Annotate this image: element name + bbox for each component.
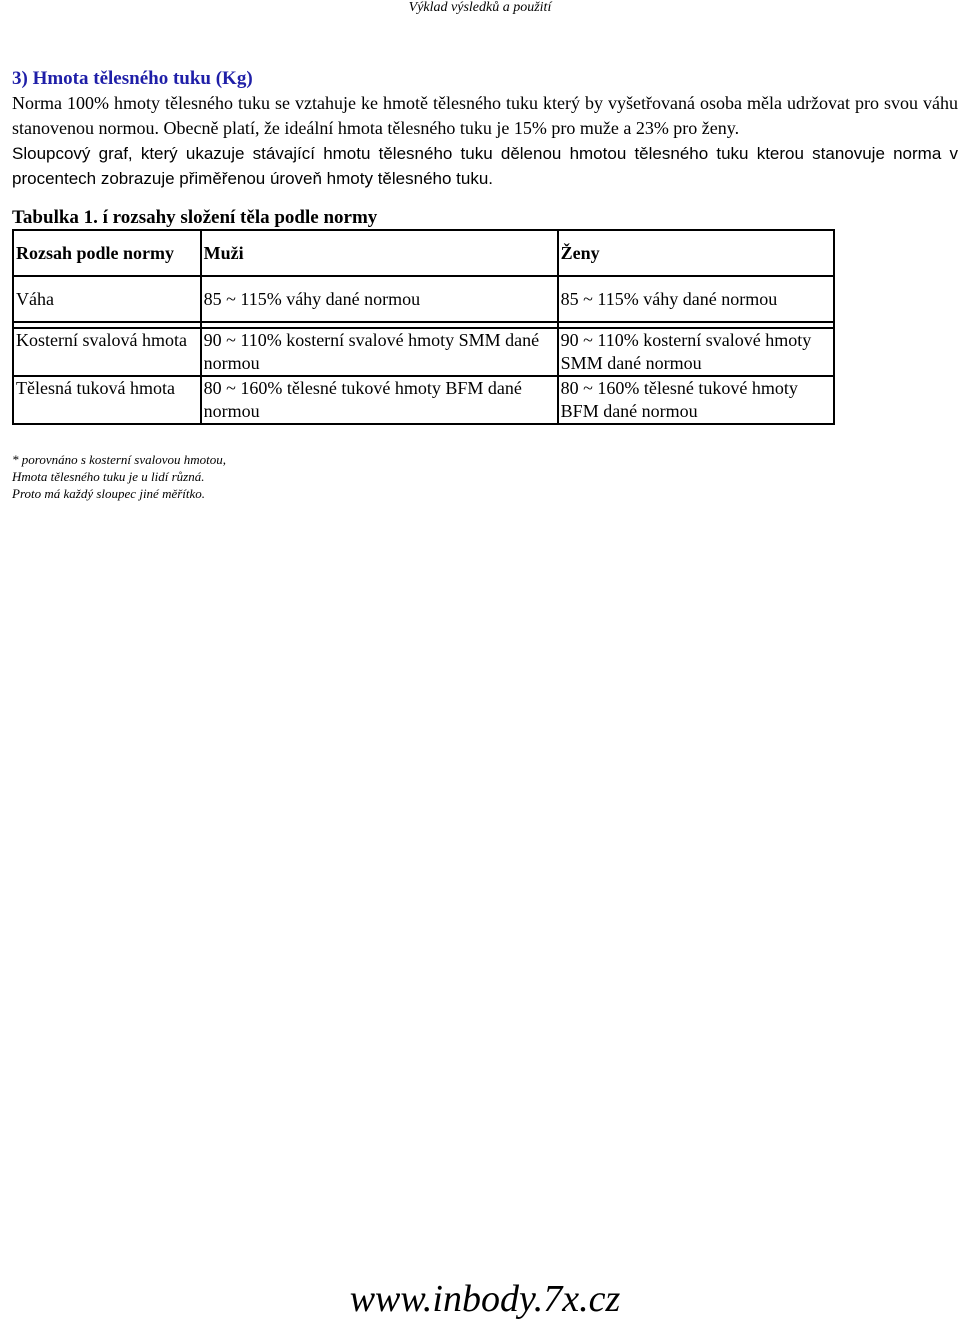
row-label: Tělesná tuková hmota: [13, 376, 201, 424]
table-header-row: [13, 230, 834, 276]
footnote: Hmota tělesného tuku je u lidí různá.: [12, 469, 205, 484]
table-caption: Tabulka 1. í rozsahy složení těla podle normy: [12, 207, 378, 228]
document-body: [12, 66, 958, 502]
row-women-value: 85 ~ 115% váhy dané normou: [558, 276, 834, 322]
footnotes: [12, 451, 958, 502]
running-header: Výklad výsledků a použití: [408, 0, 552, 15]
row-men-value: 85 ~ 115% váhy dané normou: [201, 276, 558, 322]
row-men-value: 90 ~ 110% kosterní svalové hmoty SMM dané normou: [201, 328, 558, 376]
footnote: Proto má každý sloupec jiné měřítko.: [12, 486, 206, 501]
table-row: [13, 276, 834, 322]
row-women-value: 90 ~ 110% kosterní svalové hmoty SMM dané normou: [558, 328, 834, 376]
table-row: [13, 376, 834, 424]
header-range: Rozsah podle normy: [13, 230, 201, 276]
norm-ranges-table: [12, 229, 835, 425]
section-title: 3) Hmota tělesného tuku (Kg): [12, 68, 253, 89]
table-row: [13, 328, 834, 376]
row-label: Váha: [13, 276, 201, 322]
norm-description-paragraph: Norma 100% hmoty tělesného tuku se vztahuje ke hmotě tělesného tuku který by vyšetřovaná osoba měla udržovat pro svou váhu stanovenou normou. Obecně platí, že ideální hmota tělesného tuku je 15% pro muže a 23% pro ženy.: [12, 93, 958, 138]
row-women-value: 80 ~ 160% tělesné tukové hmoty BFM dané normou: [558, 376, 834, 424]
header-women: Ženy: [558, 230, 834, 276]
footer-website: www.inbody.7x.cz: [349, 1278, 621, 1320]
row-label: Kosterní svalová hmota: [13, 328, 201, 376]
footnote: * porovnáno s kosterní svalovou hmotou,: [12, 452, 226, 467]
bar-graph-description-paragraph: Sloupcový graf, který ukazuje stávající hmotu tělesného tuku dělenou hmotou tělesného tuku kterou stanovuje norma v procentech zobrazuje přiměřenou úroveň hmoty tělesného tuku.: [12, 144, 958, 188]
row-men-value: 80 ~ 160% tělesné tukové hmoty BFM dané normou: [201, 376, 558, 424]
header-men: Muži: [201, 230, 558, 276]
